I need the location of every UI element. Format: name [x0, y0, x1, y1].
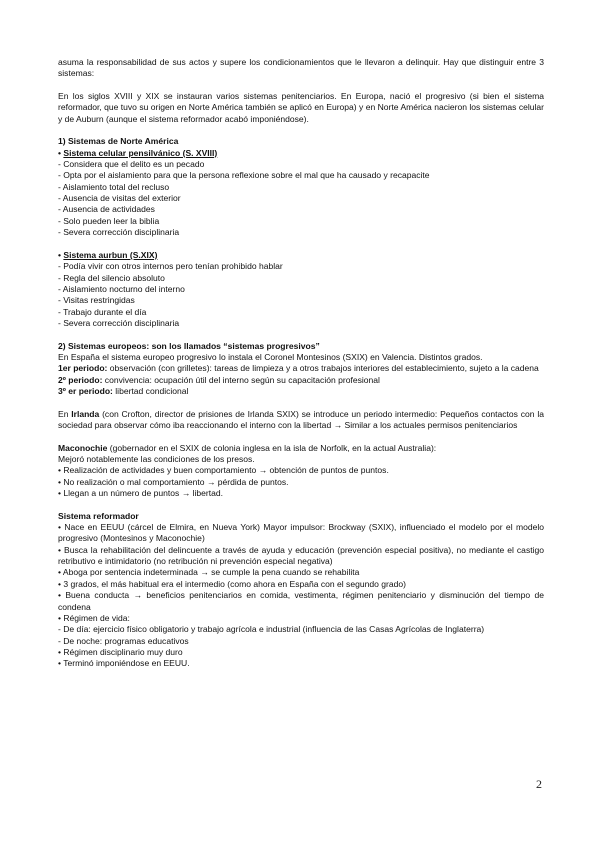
maconochie-item: Mejoró notablemente las condiciones de los presos. [58, 454, 255, 465]
period-3: 3º er periodo: libertad condicional [58, 385, 189, 396]
celular-title: • Sistema celular pensilvánico (S. XVIII) [58, 147, 218, 158]
auburn-item: - Severa corrección disciplinaria [58, 317, 180, 328]
celular-item: - Severa corrección disciplinaria [58, 227, 180, 238]
celular-item: - Solo pueden leer la biblia [58, 215, 160, 226]
celular-item: - Considera que el delito es un pecado [58, 159, 205, 170]
reformador-item: • Busca la rehabilitación del delincuente a través de ayuda y educación (prevención especial positiva), no mediante el castigo retributivo e intimidatorio (no retribución ni prevención especial negativa) [58, 544, 544, 567]
europe-intro: En España el sistema europeo progresivo lo instala el Coronel Montesinos (SXIX) en Valencia. Distintos grados. [58, 351, 483, 362]
maconochie-item: • Llegan a un número de puntos → libertad. [58, 488, 224, 499]
celular-item: - Aislamiento total del recluso [58, 181, 170, 192]
auburn-item: - Aislamiento nocturno del interno [58, 283, 185, 294]
irlanda-paragraph: En Irlanda (con Crofton, director de prisiones de Irlanda SXIX) se introduce un periodo intermedio: Pequeños contactos con la sociedad para observar cómo iba reaccionando el interno con la libertad → Similar a los actuales permisos penitenciarios [58, 408, 544, 430]
reformador-item: • Buena conducta → beneficios penitenciarios en comida, vestimenta, régimen penitenciario y disminución del tiempo de condena [58, 590, 544, 612]
reformador-item: • 3 grados, el más habitual era el intermedio (como ahora en España con el segundo grado) [58, 578, 406, 589]
intro-paragraph-1: asuma la responsabilidad de sus actos y supere los condicionamientos que le llevaron a delinquir. Hay que distinguir entre 3 sistemas: [58, 57, 544, 79]
maconochie-title: Maconochie (gobernador en el SXIX de colonia inglesa en la isla de Norfolk, en la actual Australia): [58, 442, 437, 453]
reformador-item: • Nace en EEUU (cárcel de Elmira, en Nueva York) Mayor impulsor: Brockway (SXIX), influenciado el modelo por el modelo progresivo (Montesinos y Maconochie) [58, 522, 544, 544]
auburn-item: - Trabajo durante el día [58, 306, 147, 317]
page-number: 2 [536, 777, 542, 791]
auburn-item: - Regla del silencio absoluto [58, 272, 165, 283]
north-america-heading: 1) Sistemas de Norte América [58, 136, 179, 147]
celular-item: - Ausencia de visitas del exterior [58, 193, 181, 204]
auburn-title: • Sistema aurbun (S.XIX) [58, 249, 158, 260]
celular-item: - Opta por el aislamiento para que la persona reflexione sobre el mal que ha causado y recapacite [58, 170, 430, 181]
reformador-item: - De día: ejercicio físico obligatorio y trabajo agrícola e industrial (influencia de las Casas Agrícolas de Inglaterra) [58, 624, 485, 635]
reformador-item: - De noche: programas educativos [58, 635, 189, 646]
reformador-heading: Sistema reformador [58, 510, 139, 521]
reformador-item: • Aboga por sentencia indeterminada → se cumple la pena cuando se rehabilita [58, 567, 360, 578]
reformador-item: • Régimen de vida: [58, 612, 130, 623]
period-1: 1er periodo: observación (con grilletes): tareas de limpieza y a otros trabajos interiores del establecimiento, sujeto a la cadena [58, 363, 539, 374]
reformador-item: • Régimen disciplinario muy duro [58, 646, 183, 657]
auburn-item: - Visitas restringidas [58, 295, 135, 306]
period-2: 2º periodo: convivencia: ocupación útil del interno según su capacitación profesional [58, 374, 380, 385]
maconochie-item: • No realización o mal comportamiento → pérdida de puntos. [58, 476, 289, 487]
maconochie-item: • Realización de actividades y buen comportamiento → obtención de puntos de puntos. [58, 465, 389, 476]
auburn-item: - Podía vivir con otros internos pero tenían prohibido hablar [58, 261, 283, 272]
document-page [58, 57, 544, 670]
intro-paragraph-2: En los siglos XVIII y XIX se instauran varios sistemas penitenciarios. En Europa, nació el progresivo (si bien el sistema reformador, que tuvo su origen en Norte América también se aplicó en Europa) y en Norte América nacieron los sistemas celular y de Auburn (aunque el sistema reformador acabó imponiéndose). [58, 91, 544, 124]
europe-heading: 2) Sistemas europeos: son los llamados “sistemas progresivos” [58, 340, 320, 351]
reformador-item: • Terminó imponiéndose en EEUU. [58, 658, 190, 669]
celular-item: - Ausencia de actividades [58, 204, 155, 215]
